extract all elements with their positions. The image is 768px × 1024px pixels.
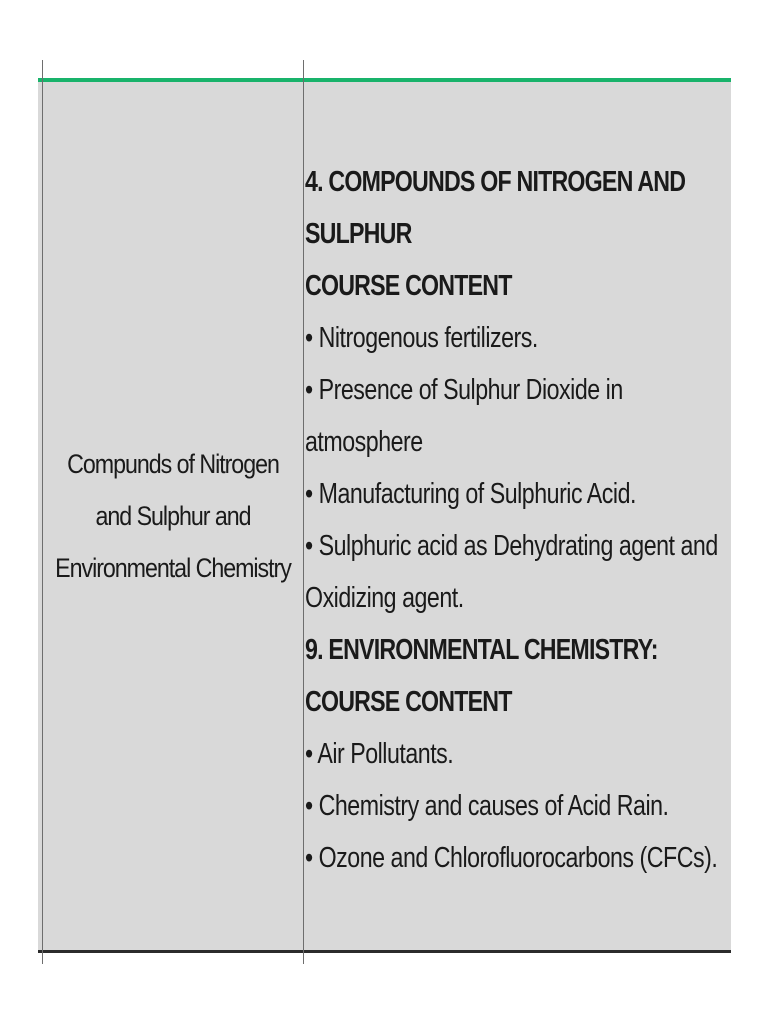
topic-line: and Sulphur and <box>95 501 251 531</box>
content-item: • Manufacturing of Sulphuric Acid. <box>305 478 636 510</box>
content-item: • Chemistry and causes of Acid Rain. <box>305 790 669 822</box>
section-heading: SULPHUR <box>305 218 412 250</box>
column-divider <box>303 60 304 964</box>
syllabus-table <box>38 60 731 964</box>
table-bottom-stub <box>38 953 731 964</box>
topic-line: Environmental Chemistry <box>55 553 291 583</box>
topic-line: Compunds of Nitrogen <box>67 449 279 479</box>
content-item: atmosphere <box>305 426 423 458</box>
section-heading: 4. COMPOUNDS OF NITROGEN AND <box>305 166 686 198</box>
course-content-heading: COURSE CONTENT <box>305 686 512 718</box>
content-item: • Ozone and Chlorofluorocarbons (CFCs). <box>305 842 718 874</box>
content-item: Oxidizing agent. <box>305 582 464 614</box>
topic-cell <box>43 82 303 950</box>
content-item: • Presence of Sulphur Dioxide in <box>305 374 623 406</box>
content-item: • Nitrogenous fertilizers. <box>305 322 538 354</box>
content-item: • Air Pollutants. <box>305 738 454 770</box>
table-top-stub <box>38 60 731 78</box>
content-item: • Sulphuric acid as Dehydrating agent and <box>305 530 718 562</box>
topic-title <box>55 438 291 594</box>
course-content-cell <box>305 156 735 884</box>
section-heading: 9. ENVIRONMENTAL CHEMISTRY: <box>305 634 658 666</box>
course-content-heading: COURSE CONTENT <box>305 270 512 302</box>
